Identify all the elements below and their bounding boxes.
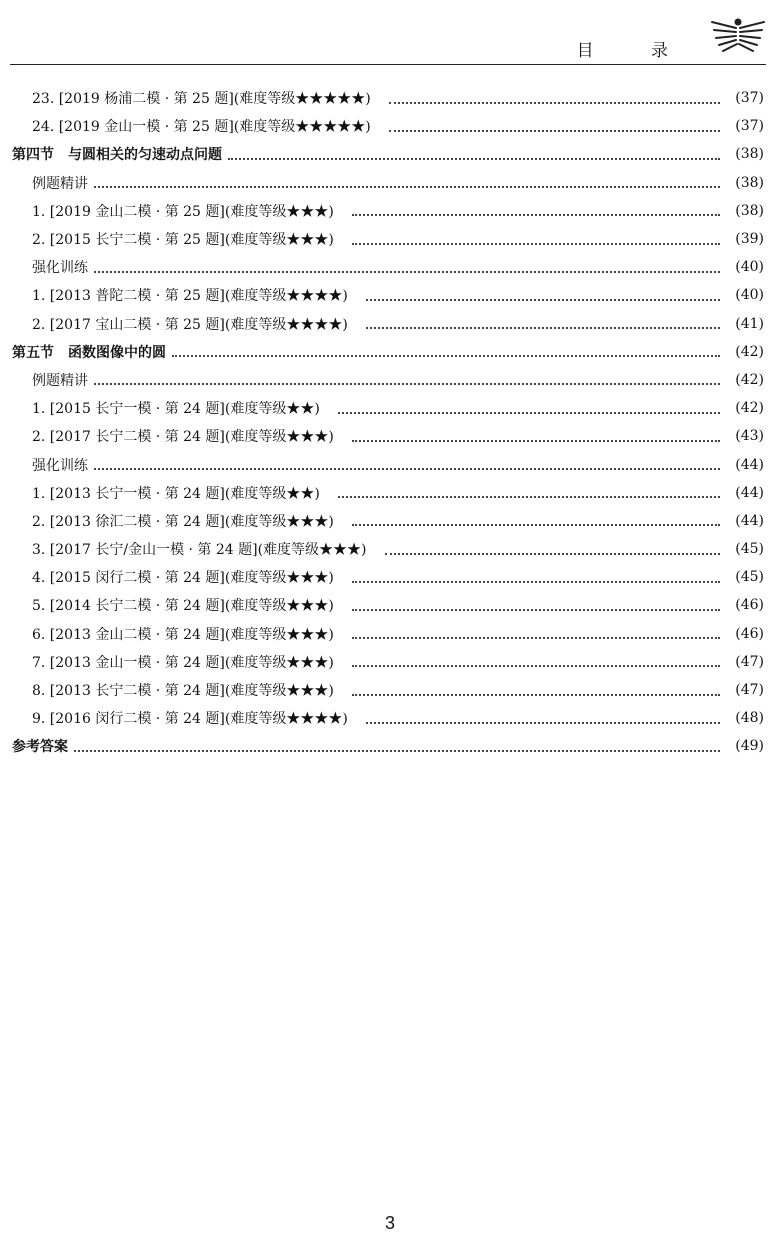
dot-leader: [366, 326, 720, 329]
toc-page-number: (42): [735, 371, 764, 388]
toc-entry-row: [12, 394, 764, 422]
toc-label: 强化训练: [32, 457, 88, 474]
book-wing-logo-icon: [710, 14, 766, 62]
dot-leader: [94, 467, 720, 470]
dot-leader: [228, 157, 720, 160]
dot-leader: [352, 664, 720, 667]
toc-label: 参考答案: [12, 739, 68, 756]
toc-section-row: [12, 732, 764, 760]
toc-subheading-row: [12, 253, 764, 281]
toc-subheading-row: [12, 450, 764, 478]
toc-page-number: (47): [735, 682, 764, 699]
toc-entry-row: [12, 507, 764, 535]
toc-label: 8. [2013 长宁二模 · 第 24 题](难度等级★★★): [32, 683, 334, 700]
dot-leader: [385, 552, 720, 555]
dot-leader: [352, 580, 720, 583]
toc-page-number: (43): [735, 428, 764, 445]
toc-page-number: (37): [735, 118, 764, 135]
toc-entry-row: [12, 281, 764, 309]
dot-leader: [389, 101, 720, 104]
header-divider: [10, 64, 766, 65]
toc-label: 1. [2019 金山二模 · 第 25 题](难度等级★★★): [32, 203, 334, 220]
toc-label: 7. [2013 金山一模 · 第 24 题](难度等级★★★): [32, 654, 334, 671]
dot-leader: [389, 129, 720, 132]
toc-label: 4. [2015 闵行二模 · 第 24 题](难度等级★★★): [32, 570, 334, 587]
toc-page-number: (42): [735, 343, 764, 360]
toc-page-number: (40): [735, 287, 764, 304]
toc-label: 3. [2017 长宁/金山一模 · 第 24 题](难度等级★★★): [32, 542, 367, 559]
toc-label: 24. [2019 金山一模 · 第 25 题](难度等级★★★★★): [32, 119, 371, 136]
toc-label: 例题精讲: [32, 372, 88, 389]
toc-label: 1. [2015 长宁一模 · 第 24 题](难度等级★★): [32, 401, 320, 418]
toc-entry-row: [12, 676, 764, 704]
toc-page-number: (44): [735, 456, 764, 473]
toc-entry-row: [12, 84, 764, 112]
dot-leader: [94, 185, 720, 188]
dot-leader: [94, 382, 720, 385]
toc-entry-row: [12, 310, 764, 338]
toc-page-number: (38): [735, 146, 764, 163]
toc-page-number: (45): [735, 569, 764, 586]
toc-label: 2. [2013 徐汇二模 · 第 24 题](难度等级★★★): [32, 513, 334, 530]
toc-page-number: (40): [735, 259, 764, 276]
toc-entry-row: [12, 422, 764, 450]
dot-leader: [172, 354, 720, 357]
header-title: 目 录: [576, 41, 694, 61]
page-number: 3: [384, 1213, 395, 1233]
dot-leader: [352, 693, 720, 696]
table-of-contents: [12, 84, 764, 761]
dot-leader: [352, 523, 720, 526]
dot-leader: [338, 495, 720, 498]
toc-section-row: [12, 338, 764, 366]
toc-entry-row: [12, 704, 764, 732]
toc-section-row: [12, 140, 764, 168]
dot-leader: [338, 411, 720, 414]
toc-label: 9. [2016 闵行二模 · 第 24 题](难度等级★★★★): [32, 711, 348, 728]
toc-label: 第四节 与圆相关的匀速动点问题: [12, 147, 222, 164]
toc-page-number: (46): [735, 597, 764, 614]
toc-page-number: (46): [735, 625, 764, 642]
toc-entry-row: [12, 112, 764, 140]
toc-entry-row: [12, 620, 764, 648]
toc-page-number: (42): [735, 400, 764, 417]
toc-label: 2. [2015 长宁二模 · 第 25 题](难度等级★★★): [32, 232, 334, 249]
dot-leader: [366, 298, 720, 301]
toc-subheading-row: [12, 366, 764, 394]
toc-label: 2. [2017 长宁二模 · 第 24 题](难度等级★★★): [32, 429, 334, 446]
toc-page-number: (49): [735, 738, 764, 755]
toc-page-number: (44): [735, 484, 764, 501]
dot-leader: [94, 270, 720, 273]
toc-page-number: (38): [735, 174, 764, 191]
dot-leader: [352, 213, 720, 216]
toc-entry-row: [12, 591, 764, 619]
toc-page-number: (38): [735, 202, 764, 219]
page-header: [10, 14, 766, 66]
toc-label: 第五节 函数图像中的圆: [12, 344, 166, 361]
toc-label: 例题精讲: [32, 175, 88, 192]
toc-label: 1. [2013 普陀二模 · 第 25 题](难度等级★★★★): [32, 288, 348, 305]
toc-label: 1. [2013 长宁一模 · 第 24 题](难度等级★★): [32, 485, 320, 502]
toc-label: 6. [2013 金山二模 · 第 24 题](难度等级★★★): [32, 626, 334, 643]
dot-leader: [74, 749, 720, 752]
toc-label: 23. [2019 杨浦二模 · 第 25 题](难度等级★★★★★): [32, 91, 371, 108]
toc-entry-row: [12, 197, 764, 225]
toc-page-number: (39): [735, 231, 764, 248]
dot-leader: [366, 721, 720, 724]
toc-label: 5. [2014 长宁二模 · 第 24 题](难度等级★★★): [32, 598, 334, 615]
toc-entry-row: [12, 563, 764, 591]
toc-entry-row: [12, 648, 764, 676]
dot-leader: [352, 242, 720, 245]
toc-page-number: (44): [735, 512, 764, 529]
dot-leader: [352, 636, 720, 639]
toc-subheading-row: [12, 169, 764, 197]
dot-leader: [352, 439, 720, 442]
toc-entry-row: [12, 535, 764, 563]
toc-entry-row: [12, 479, 764, 507]
toc-label: 强化训练: [32, 260, 88, 277]
toc-page-number: (47): [735, 653, 764, 670]
toc-page-number: (45): [735, 541, 764, 558]
toc-entry-row: [12, 225, 764, 253]
toc-page-number: (41): [735, 315, 764, 332]
toc-page-number: (48): [735, 710, 764, 727]
dot-leader: [352, 608, 720, 611]
toc-page-number: (37): [735, 90, 764, 107]
toc-label: 2. [2017 宝山二模 · 第 25 题](难度等级★★★★): [32, 316, 348, 333]
